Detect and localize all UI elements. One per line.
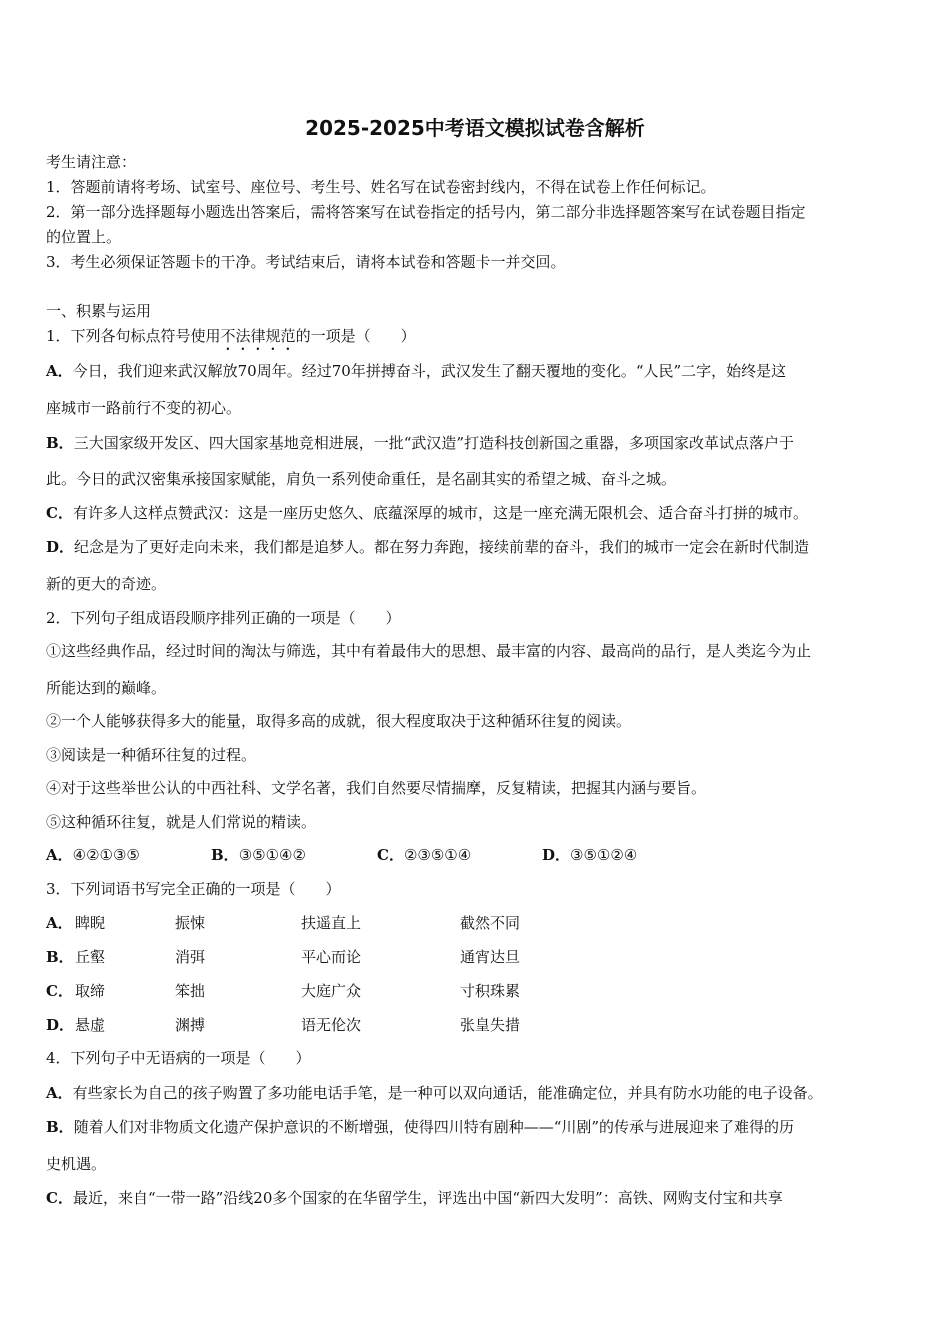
q2-sentence-4: ④对于这些举世公认的中西社科、文学名著，我们自然要尽情揣摩，反复精读，把握其内涵与要旨。 [46, 779, 707, 797]
option-text: ③⑤①④② [238, 846, 306, 864]
notice-item-2: 2．第一部分选择题每小题选出答案后，需将答案写在试卷指定的括号内，第二部分非选择题答案写在试卷题目指定 [46, 203, 806, 221]
option-label: A． [46, 362, 73, 380]
option-label: B． [46, 434, 74, 452]
q3-word: 消弭 [175, 948, 206, 966]
option-text: 纪念是为了更好走向未来，我们都是追梦人。都在努力奔跑，接续前辈的奋斗，我们的城市一定会在新时代制造 [74, 538, 810, 556]
page-title: 2025-2025中考语文模拟试卷含解析 [305, 116, 645, 140]
notice-item-1: 1．答题前请将考场、试室号、座位号、考生号、姓名写在试卷密封线内，不得在试卷上作任何标记。 [46, 178, 716, 196]
notice-item-3: 3．考生必须保证答题卡的干净。考试结束后，请将本试卷和答题卡一并交回。 [46, 253, 566, 271]
q4-option-b [46, 1117, 794, 1137]
q3-word: 大庭广众 [301, 982, 362, 1000]
q1-option-a [46, 361, 786, 381]
q2-sentence-2: ②一个人能够获得多大的能量，取得多高的成就，很大程度取决于这种循环往复的阅读。 [46, 712, 632, 730]
option-text: ③⑤①②④ [570, 846, 638, 864]
notice-item-2-cont: 的位置上。 [46, 228, 122, 246]
q3-row-c-label: C． [46, 982, 73, 1000]
question-4-stem: 4．下列句子中无语病的一项是（ ） [46, 1049, 311, 1067]
q3-word: 渊搏 [175, 1016, 206, 1034]
q3-word: 张皇失措 [460, 1016, 521, 1034]
q2-option-a [46, 845, 140, 865]
q3-word: 取缔 [75, 982, 106, 1000]
q2-sentence-1: ①这些经典作品，经过时间的淘汰与筛选，其中有着最伟大的思想、最丰富的内容、最高尚的品行，是人类迄今为止 [46, 642, 812, 660]
option-text: ②③⑤①④ [403, 846, 472, 864]
q2-sentence-3: ③阅读是一种循环往复的过程。 [46, 746, 257, 764]
q1-option-d-cont: 新的更大的奇迹。 [46, 575, 167, 593]
option-label: C． [377, 846, 404, 864]
option-text: 有许多人这样点赞武汉：这是一座历史悠久、底蕴深厚的城市，这是一座充满无限机会、适合奋斗打拼的城市。 [72, 504, 808, 522]
q1-option-c [46, 503, 808, 523]
q3-word: 寸积珠累 [460, 982, 521, 1000]
q3-row-d-label: D． [46, 1016, 75, 1034]
option-label: A． [46, 846, 73, 864]
section-heading: 一、积累与运用 [46, 302, 152, 320]
q4-option-b-cont: 史机遇。 [46, 1155, 107, 1173]
q1-option-a-cont: 座城市一路前行不变的初心。 [46, 399, 242, 417]
q3-row-b-label: B． [46, 948, 74, 966]
q3-word: 平心而论 [301, 948, 362, 966]
question-1-stem [46, 326, 416, 354]
q4-option-a [46, 1083, 823, 1103]
q3-word: 扶遥直上 [301, 914, 362, 932]
q1-option-b-cont: 此。今日的武汉密集承接国家赋能，肩负一系列使命重任，是名副其实的希望之城、奋斗之城。 [46, 470, 677, 488]
option-label: D． [542, 846, 571, 864]
q3-word: 睥睨 [75, 914, 106, 932]
q3-word: 笨拙 [175, 982, 206, 1000]
q2-option-b [211, 845, 306, 865]
q2-option-c [377, 845, 471, 865]
option-label: B． [211, 846, 239, 864]
q1-stem-emphasis: 不法律规范 [220, 327, 296, 345]
option-label: B． [46, 1118, 74, 1136]
option-text: 有些家长为自己的孩子购置了多功能电话手笔，是一种可以双向通话，能准确定位，并具有防水功能的电子设备。 [72, 1084, 823, 1102]
option-label: C． [46, 1189, 73, 1207]
q3-word: 丘壑 [75, 948, 106, 966]
option-text: 三大国家级开发区、四大国家基地竞相进展，一批“武汉造”打造科技创新国之重器，多项国家改革试点落户于 [73, 434, 795, 452]
q3-word: 通宵达旦 [460, 948, 521, 966]
option-text: 最近，来自“一带一路”沿线20多个国家的在华留学生，评选出中国“新四大发明”：高铁、网购支付宝和共享 [72, 1189, 783, 1207]
option-label: C． [46, 504, 73, 522]
q3-word: 截然不同 [460, 914, 521, 932]
option-text: 随着人们对非物质文化遗产保护意识的不断增强，使得四川特有剧种——“川剧”的传承与进展迎来了难得的历 [73, 1118, 795, 1136]
question-2-stem: 2．下列句子组成语段顺序排列正确的一项是（ ） [46, 609, 401, 627]
option-label: A． [46, 1084, 73, 1102]
question-3-stem: 3．下列词语书写完全正确的一项是（ ） [46, 880, 341, 898]
option-text: ④②①③⑤ [72, 846, 140, 864]
q3-word: 语无伦次 [301, 1016, 362, 1034]
q3-row-a-label: A． [46, 914, 73, 932]
notice-heading: 考生请注意： [46, 153, 137, 171]
q1-option-b [46, 433, 794, 453]
q1-stem-post: 的一项是（ ） [295, 327, 416, 345]
q3-word: 悬虚 [75, 1016, 106, 1034]
q2-option-d [542, 845, 637, 865]
q1-stem-pre: 1．下列各句标点符号使用 [46, 327, 221, 345]
q4-option-c [46, 1188, 783, 1208]
option-text: 今日，我们迎来武汉解放70周年。经过70年拼搏奋斗，武汉发生了翻天覆地的变化。“人民”二字，始终是这 [72, 362, 787, 380]
q1-option-d [46, 537, 809, 557]
q2-sentence-5: ⑤这种循环往复，就是人们常说的精读。 [46, 813, 317, 831]
q3-word: 振悚 [175, 914, 206, 932]
option-label: D． [46, 538, 75, 556]
q2-sentence-1-cont: 所能达到的巅峰。 [46, 679, 167, 697]
